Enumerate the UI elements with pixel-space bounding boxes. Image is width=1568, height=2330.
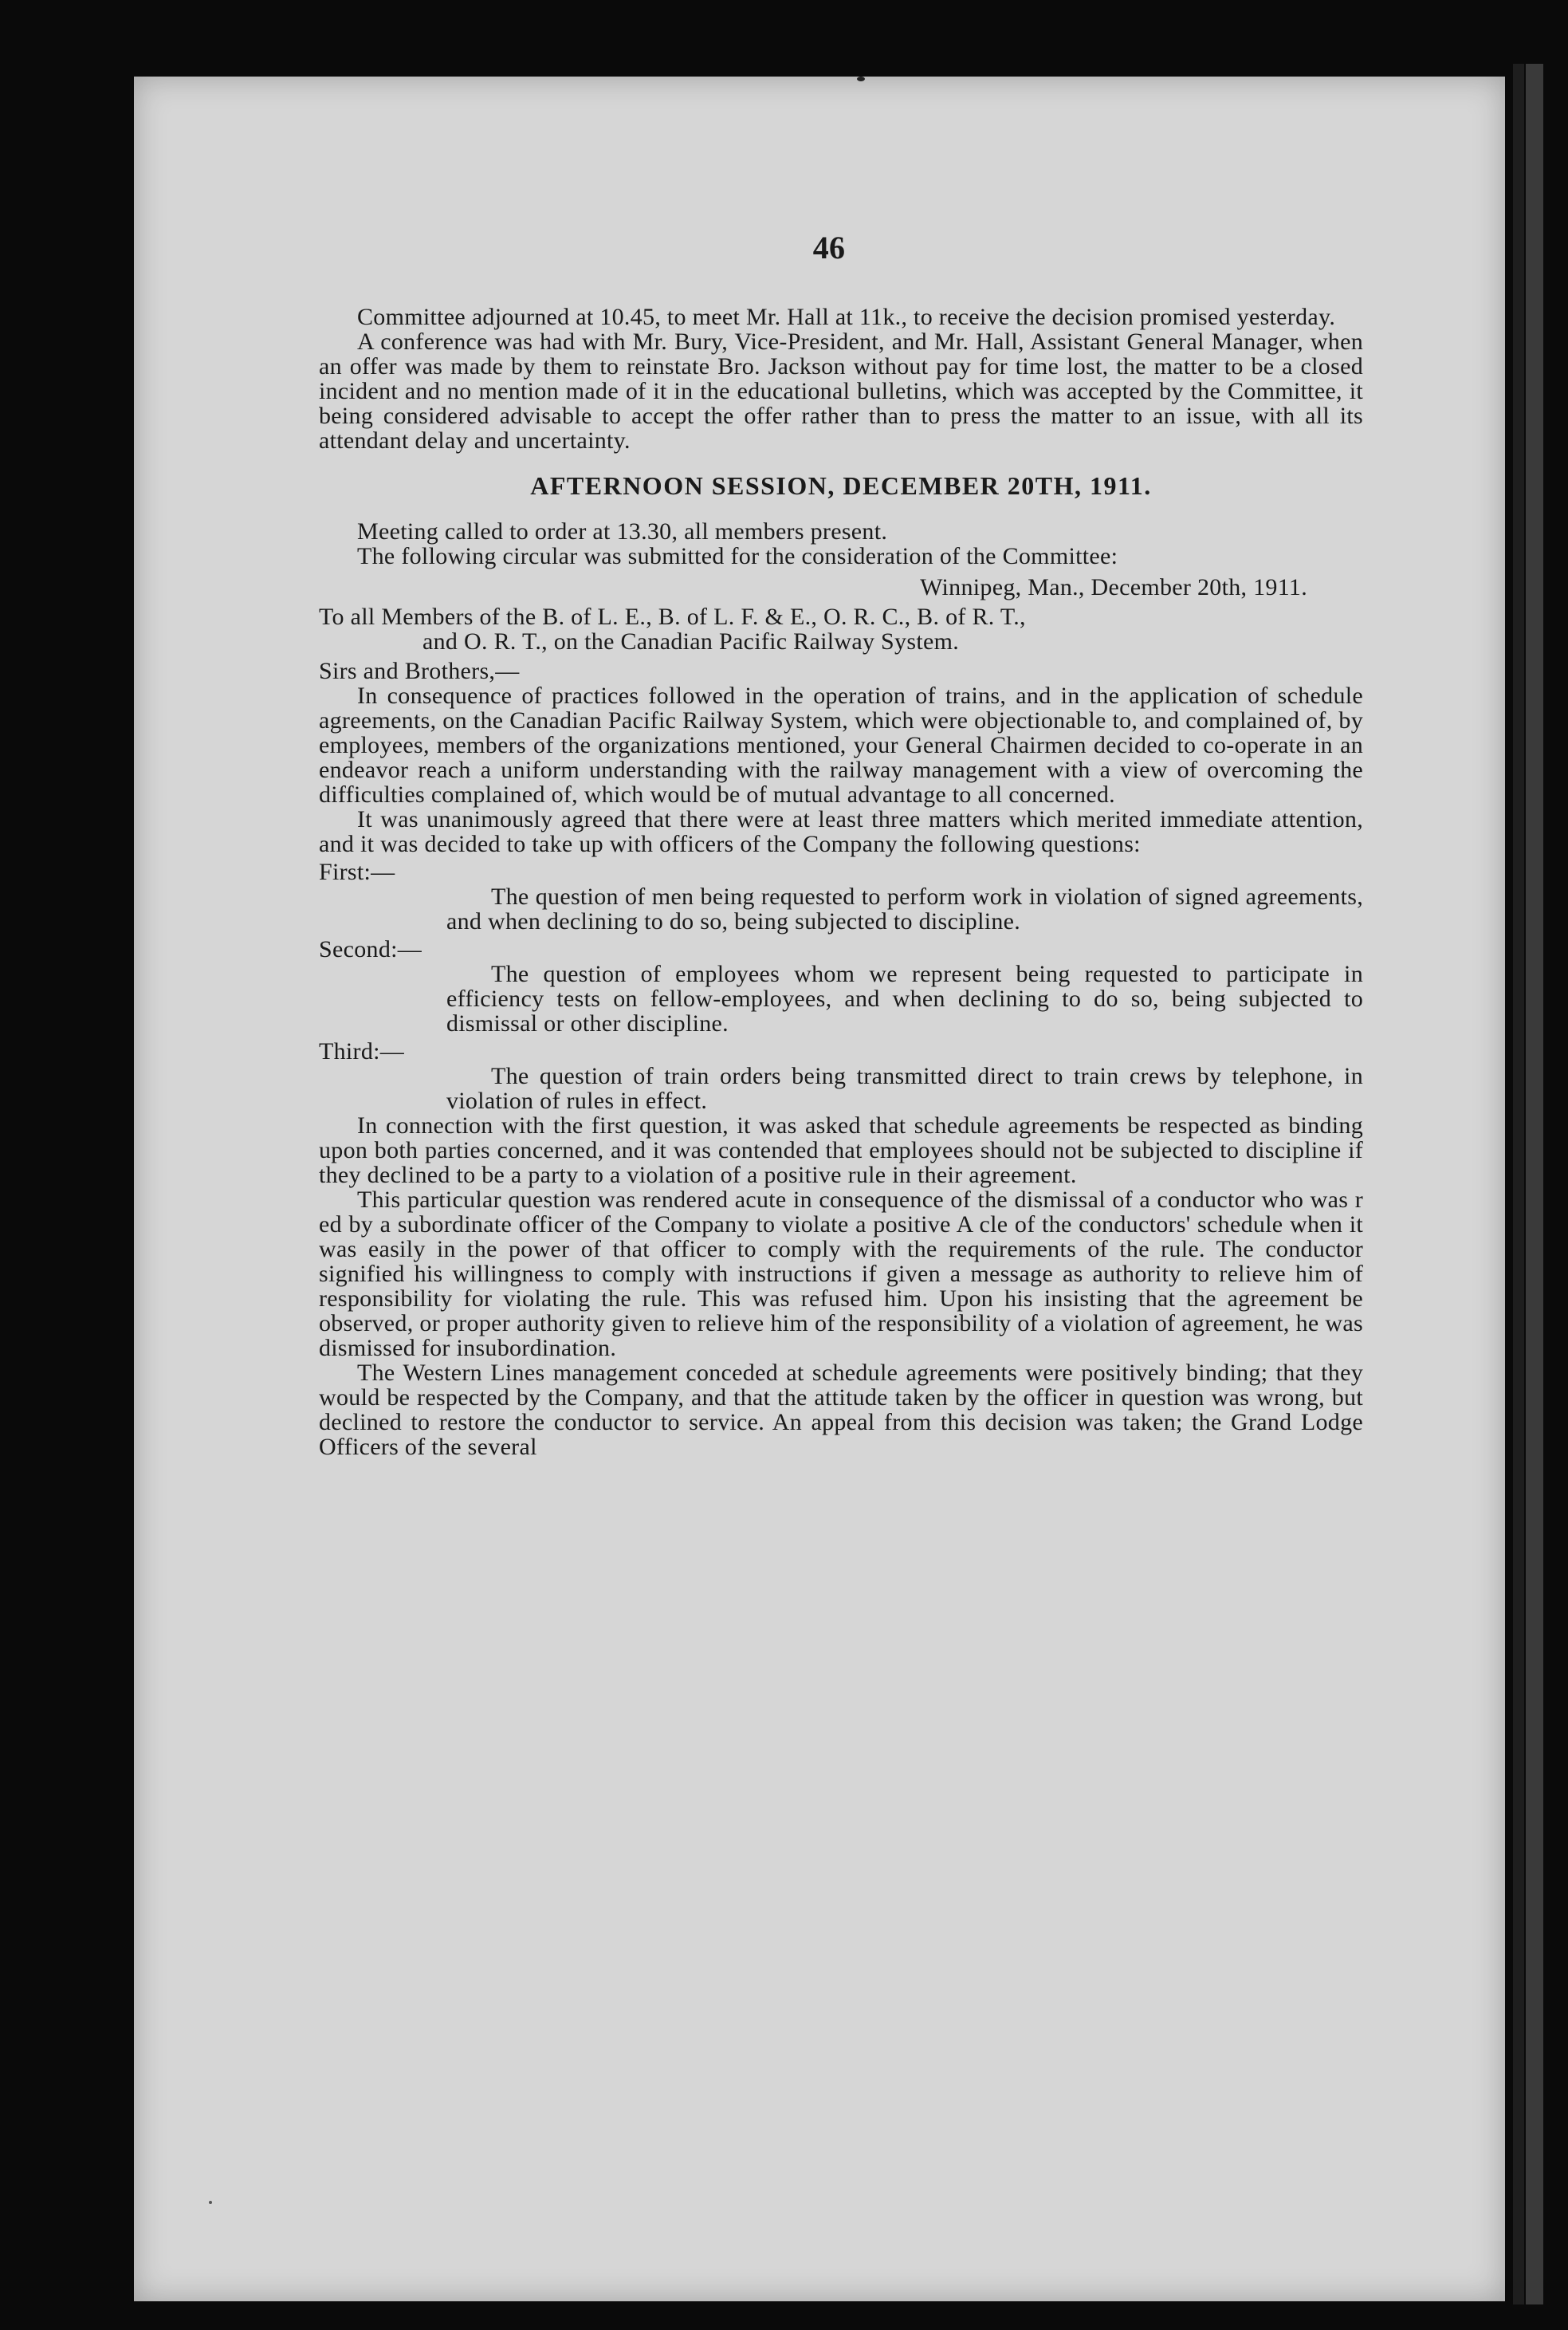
salutation: Sirs and Brothers,—: [319, 658, 520, 684]
question-body: The question of men being requested to perform work in violation of signed agreements, and when declining to do so, being subjected to discipline.: [446, 884, 1363, 935]
question-text: [319, 1064, 1363, 1113]
page-edge-shadow: [1513, 64, 1524, 2304]
page-number: 46: [812, 230, 846, 266]
circular-addressee: To all Members of the B. of L. E., B. of L. F. & E., O. R. C., B. of R. T.,: [319, 604, 1026, 630]
paragraph: This particular question was rendered acute in consequence of the dismissal of a conductor who was r ed by a subordinate officer of the Company to violate a positive A cle of the conductors' schedule when it was easily in the power of that officer to comply with the requirements of the rule. The conductor signified his willingness to comply with instructions if given a message as authority to relieve him of responsibility for violating the rule. This was refused him. Upon his insisting that the agreement be observed, or proper authority given to relieve him of the responsibility of a violation of agreement, he was dismissed for insubordination.: [319, 1187, 1363, 1361]
paragraph: In consequence of practices followed in the operation of trains, and in the application of schedule agreements, on the Canadian Pacific Railway System, which were objectionable to, and complained of, by employees, members of the organizations mentioned, your General Chairmen decided to co-operate in an endeavor reach a uniform understanding with the railway management with a view of overcoming the difficulties complained of, which would be of mutual advantage to all concerned.: [319, 683, 1363, 808]
paragraph: It was unanimously agreed that there were at least three matters which merited immediate attention, and it was decided to take up with officers of the Company the following questions:: [319, 806, 1363, 857]
adjacent-page-edge: [1526, 64, 1543, 2304]
question-body: The question of train orders being transmitted direct to train crews by telephone, in violation of rules in effect.: [446, 1063, 1363, 1114]
question-label: Second:—: [319, 936, 422, 962]
circular-dateline: Winnipeg, Man., December 20th, 1911.: [920, 574, 1307, 600]
paragraph: A conference was had with Mr. Bury, Vice-President, and Mr. Hall, Assistant General Manager, when an offer was made by them to reinstate Bro. Jackson without pay for time lost, the matter to be a closed incident and no mention made of it in the educational bulletins, which was accepted by the Committee, it being considered advisable to accept the offer rather than to press the matter to an issue, with all its attendant delay and uncertainty.: [319, 329, 1363, 454]
section-heading: AFTERNOON SESSION, DECEMBER 20TH, 1911.: [530, 471, 1152, 500]
circular-addressee-continued: and O. R. T., on the Canadian Pacific Railway System.: [422, 628, 959, 655]
question-label: First:—: [319, 859, 395, 885]
paragraph: The Western Lines management conceded at schedule agreements were positively binding; that they would be respected by the Company, and that the attitude taken by the officer in question was wrong, but declined to restore the conductor to service. An appeal from this decision was taken; the Grand Lodge Officers of the several: [319, 1360, 1363, 1460]
paragraph: The following circular was submitted for the consideration of the Committee:: [357, 543, 1118, 569]
paragraph: In connection with the first question, it was asked that schedule agreements be respected as binding upon both parties concerned, and it was contended that employees should not be subjected to discipline if they declined to be a party to a violation of a positive rule in their agreement.: [319, 1112, 1363, 1188]
paragraph: Committee adjourned at 10.45, to meet Mr. Hall at 11k., to receive the decision promised yesterday.: [357, 304, 1336, 330]
page-text: [319, 230, 1363, 1460]
question-body: The question of employees whom we represent being requested to participate in efficiency tests on fellow-employees, and when declining to do so, being subjected to dismissal or other discipline.: [446, 961, 1363, 1037]
question-text: [319, 962, 1363, 1036]
question-text: [319, 884, 1363, 934]
paragraph: Meeting called to order at 13.30, all members present.: [357, 518, 888, 545]
scan-speck: [209, 2201, 212, 2204]
scan-speck: [857, 77, 865, 81]
question-label: Third:—: [319, 1038, 405, 1065]
